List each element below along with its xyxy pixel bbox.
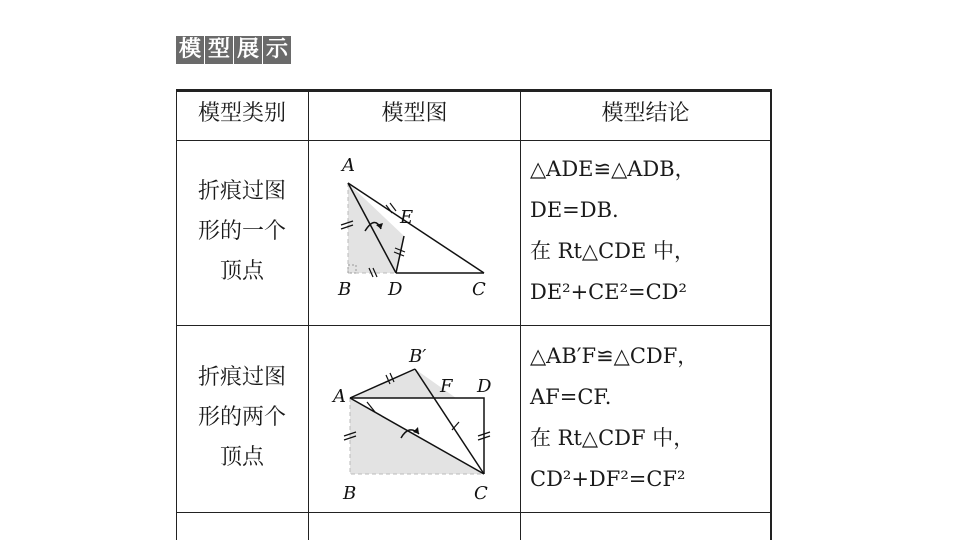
label-c: C xyxy=(474,483,488,504)
category-line: 折痕过图 xyxy=(197,365,286,390)
label-f: F xyxy=(440,376,453,397)
label-d: D xyxy=(388,279,403,300)
category-line: 形的两个 xyxy=(197,405,286,430)
category-line: 顶点 xyxy=(219,259,264,284)
conclusion-line: 在 Rt△CDE 中， xyxy=(530,239,695,263)
table-border-right xyxy=(770,89,772,540)
conclusion-line: 在 Rt△CDF 中， xyxy=(530,426,695,450)
badge-char: 展 xyxy=(234,36,262,64)
label-a: A xyxy=(342,155,355,176)
label-c: C xyxy=(472,279,486,300)
category-line: 顶点 xyxy=(219,445,264,470)
header-figure: 模型图 xyxy=(381,101,448,126)
conclusion-line: AF=CF. xyxy=(530,385,612,409)
label-e: E xyxy=(400,207,414,228)
conclusion-line: CD²+DF²=CF² xyxy=(530,467,686,491)
label-d: D xyxy=(477,376,492,397)
conclusion-line: DE=DB. xyxy=(530,198,619,222)
header-conclusion: 模型结论 xyxy=(601,101,690,126)
badge-char: 模 xyxy=(176,36,204,64)
category-line: 形的一个 xyxy=(197,219,286,244)
label-b-prime: B′ xyxy=(409,346,427,367)
label-a: A xyxy=(333,386,346,407)
badge-char: 型 xyxy=(205,36,233,64)
row1-conclusion xyxy=(530,149,696,313)
folded-triangle xyxy=(348,183,404,273)
row1-category xyxy=(176,172,308,292)
conclusion-line: DE²+CE²=CD² xyxy=(530,280,687,304)
label-b: B xyxy=(338,279,352,300)
section-badge xyxy=(176,36,291,64)
table-divider xyxy=(176,512,772,513)
conclusion-line: △AB′F≌△CDF， xyxy=(530,344,699,368)
conclusion-line: △ADE≌△ADB， xyxy=(530,157,696,181)
figure-one-vertex xyxy=(309,141,520,325)
category-line: 折痕过图 xyxy=(197,179,286,204)
label-b: B xyxy=(343,483,357,504)
row2-conclusion xyxy=(530,336,698,500)
model-table xyxy=(176,89,772,540)
row2-category xyxy=(176,358,308,478)
table-divider xyxy=(520,89,521,540)
badge-char: 示 xyxy=(263,36,291,64)
figure-two-vertices xyxy=(309,326,520,512)
header-category: 模型类别 xyxy=(197,101,286,126)
